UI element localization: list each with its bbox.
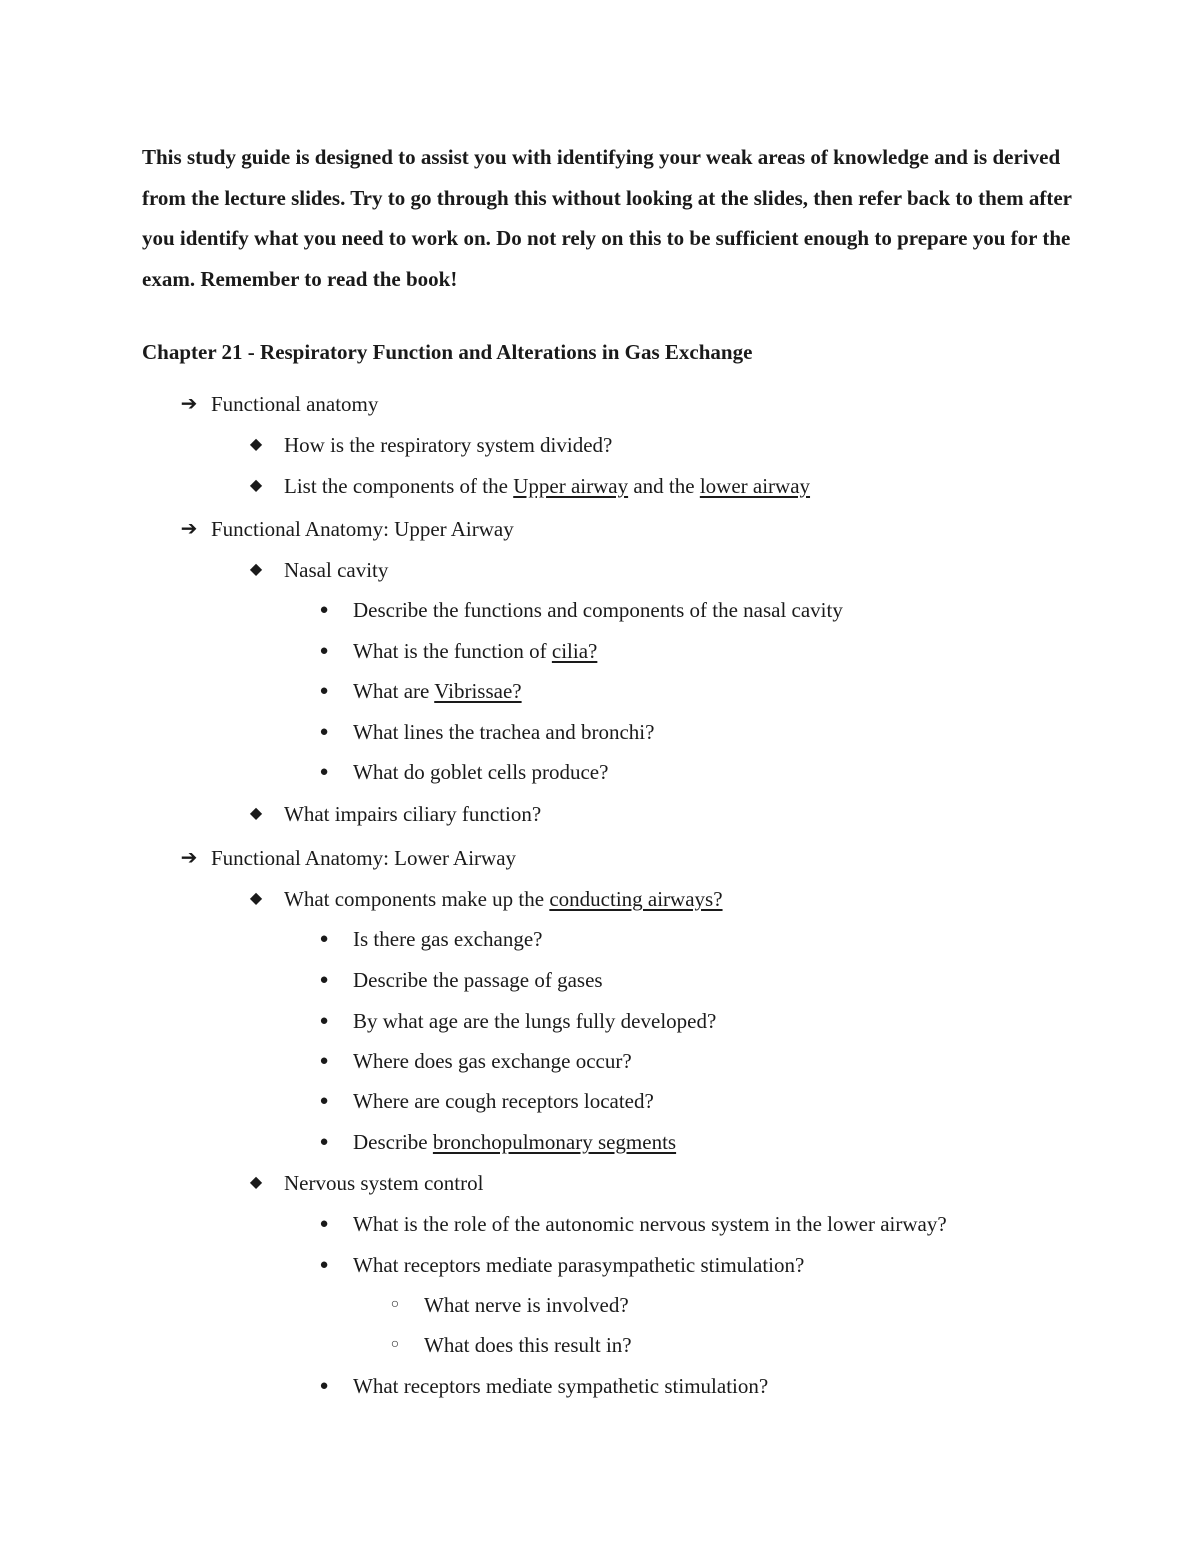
question-text: Describe the functions and components of the nasal cavity (353, 598, 843, 622)
question-text: Where are cough receptors located? (353, 1089, 654, 1113)
question-text: What nerve is involved? (424, 1293, 629, 1317)
question-text: What lines the trachea and bronchi? (353, 720, 655, 744)
question-text: What are Vibrissae? (353, 679, 522, 703)
dot-bullet-icon: ● (319, 972, 329, 988)
outline-heading: Functional anatomy (211, 392, 379, 416)
diamond-bullet-icon: ◆ (249, 436, 263, 453)
underlined-term-bronchopulmonary-segments: bronchopulmonary segments (432, 1130, 677, 1154)
question-text: Where does gas exchange occur? (353, 1049, 632, 1073)
underlined-term-upper-airway: Upper airway (513, 474, 629, 498)
subheading-text: Nervous system control (284, 1171, 484, 1195)
circle-bullet-icon: ○ (390, 1337, 400, 1352)
intro-paragraph: This study guide is designed to assist you with identifying your weak areas of knowledge and is derived from the lecture slides. Try to go through this without looking at the slides, then refer back to them after you identify what you need to work on. Do not rely on this to be sufficient enough to prepare you for the exam. Remember to read the book! (142, 145, 1072, 291)
outline-heading: Functional Anatomy: Upper Airway (211, 517, 514, 541)
dot-bullet-icon: ● (319, 1093, 329, 1109)
dot-bullet-icon: ● (319, 602, 329, 618)
arrow-icon: ➔ (180, 518, 198, 540)
diamond-bullet-icon: ◆ (249, 561, 263, 578)
diamond-bullet-icon: ◆ (249, 805, 263, 822)
question-text: Describe the passage of gases (353, 968, 603, 992)
question-text: What is the role of the autonomic nervous system in the lower airway? (353, 1212, 947, 1236)
underlined-term-conducting-airways: conducting airways? (549, 887, 723, 911)
subheading-text: Nasal cavity (284, 558, 389, 582)
underlined-term-cilia: cilia? (551, 639, 598, 663)
question-text: What receptors mediate parasympathetic stimulation? (353, 1253, 805, 1277)
question-text: Describe bronchopulmonary segments (353, 1130, 677, 1154)
dot-bullet-icon: ● (319, 1257, 329, 1273)
chapter-title: Chapter 21 - Respiratory Function and Alterations in Gas Exchange (142, 340, 753, 364)
outline-heading: Functional Anatomy: Lower Airway (211, 846, 517, 870)
question-text: What is the function of cilia? (353, 639, 598, 663)
dot-bullet-icon: ● (319, 764, 329, 780)
question-text: Is there gas exchange? (353, 927, 543, 951)
question-text: By what age are the lungs fully developed? (353, 1009, 717, 1033)
diamond-bullet-icon: ◆ (249, 1174, 263, 1191)
question-text: List the components of the Upper airway and the lower airway (284, 474, 811, 498)
underlined-term-lower-airway: lower airway (699, 474, 811, 498)
question-text: What do goblet cells produce? (353, 760, 609, 784)
question-text: What impairs ciliary function? (284, 802, 542, 826)
dot-bullet-icon: ● (319, 1053, 329, 1069)
question-text: What receptors mediate sympathetic stimulation? (353, 1374, 769, 1398)
circle-bullet-icon: ○ (390, 1297, 400, 1312)
question-text: What components make up the conducting airways? (284, 887, 723, 911)
dot-bullet-icon: ● (319, 1013, 329, 1029)
dot-bullet-icon: ● (319, 1216, 329, 1232)
dot-bullet-icon: ● (319, 1378, 329, 1394)
dot-bullet-icon: ● (319, 683, 329, 699)
dot-bullet-icon: ● (319, 724, 329, 740)
arrow-icon: ➔ (180, 393, 198, 415)
underlined-term-vibrissae: Vibrissae? (434, 679, 522, 703)
question-text: What does this result in? (424, 1333, 632, 1357)
arrow-icon: ➔ (180, 847, 198, 869)
diamond-bullet-icon: ◆ (249, 890, 263, 907)
question-text: How is the respiratory system divided? (284, 433, 613, 457)
dot-bullet-icon: ● (319, 643, 329, 659)
dot-bullet-icon: ● (319, 1134, 329, 1150)
diamond-bullet-icon: ◆ (249, 477, 263, 494)
dot-bullet-icon: ● (319, 931, 329, 947)
